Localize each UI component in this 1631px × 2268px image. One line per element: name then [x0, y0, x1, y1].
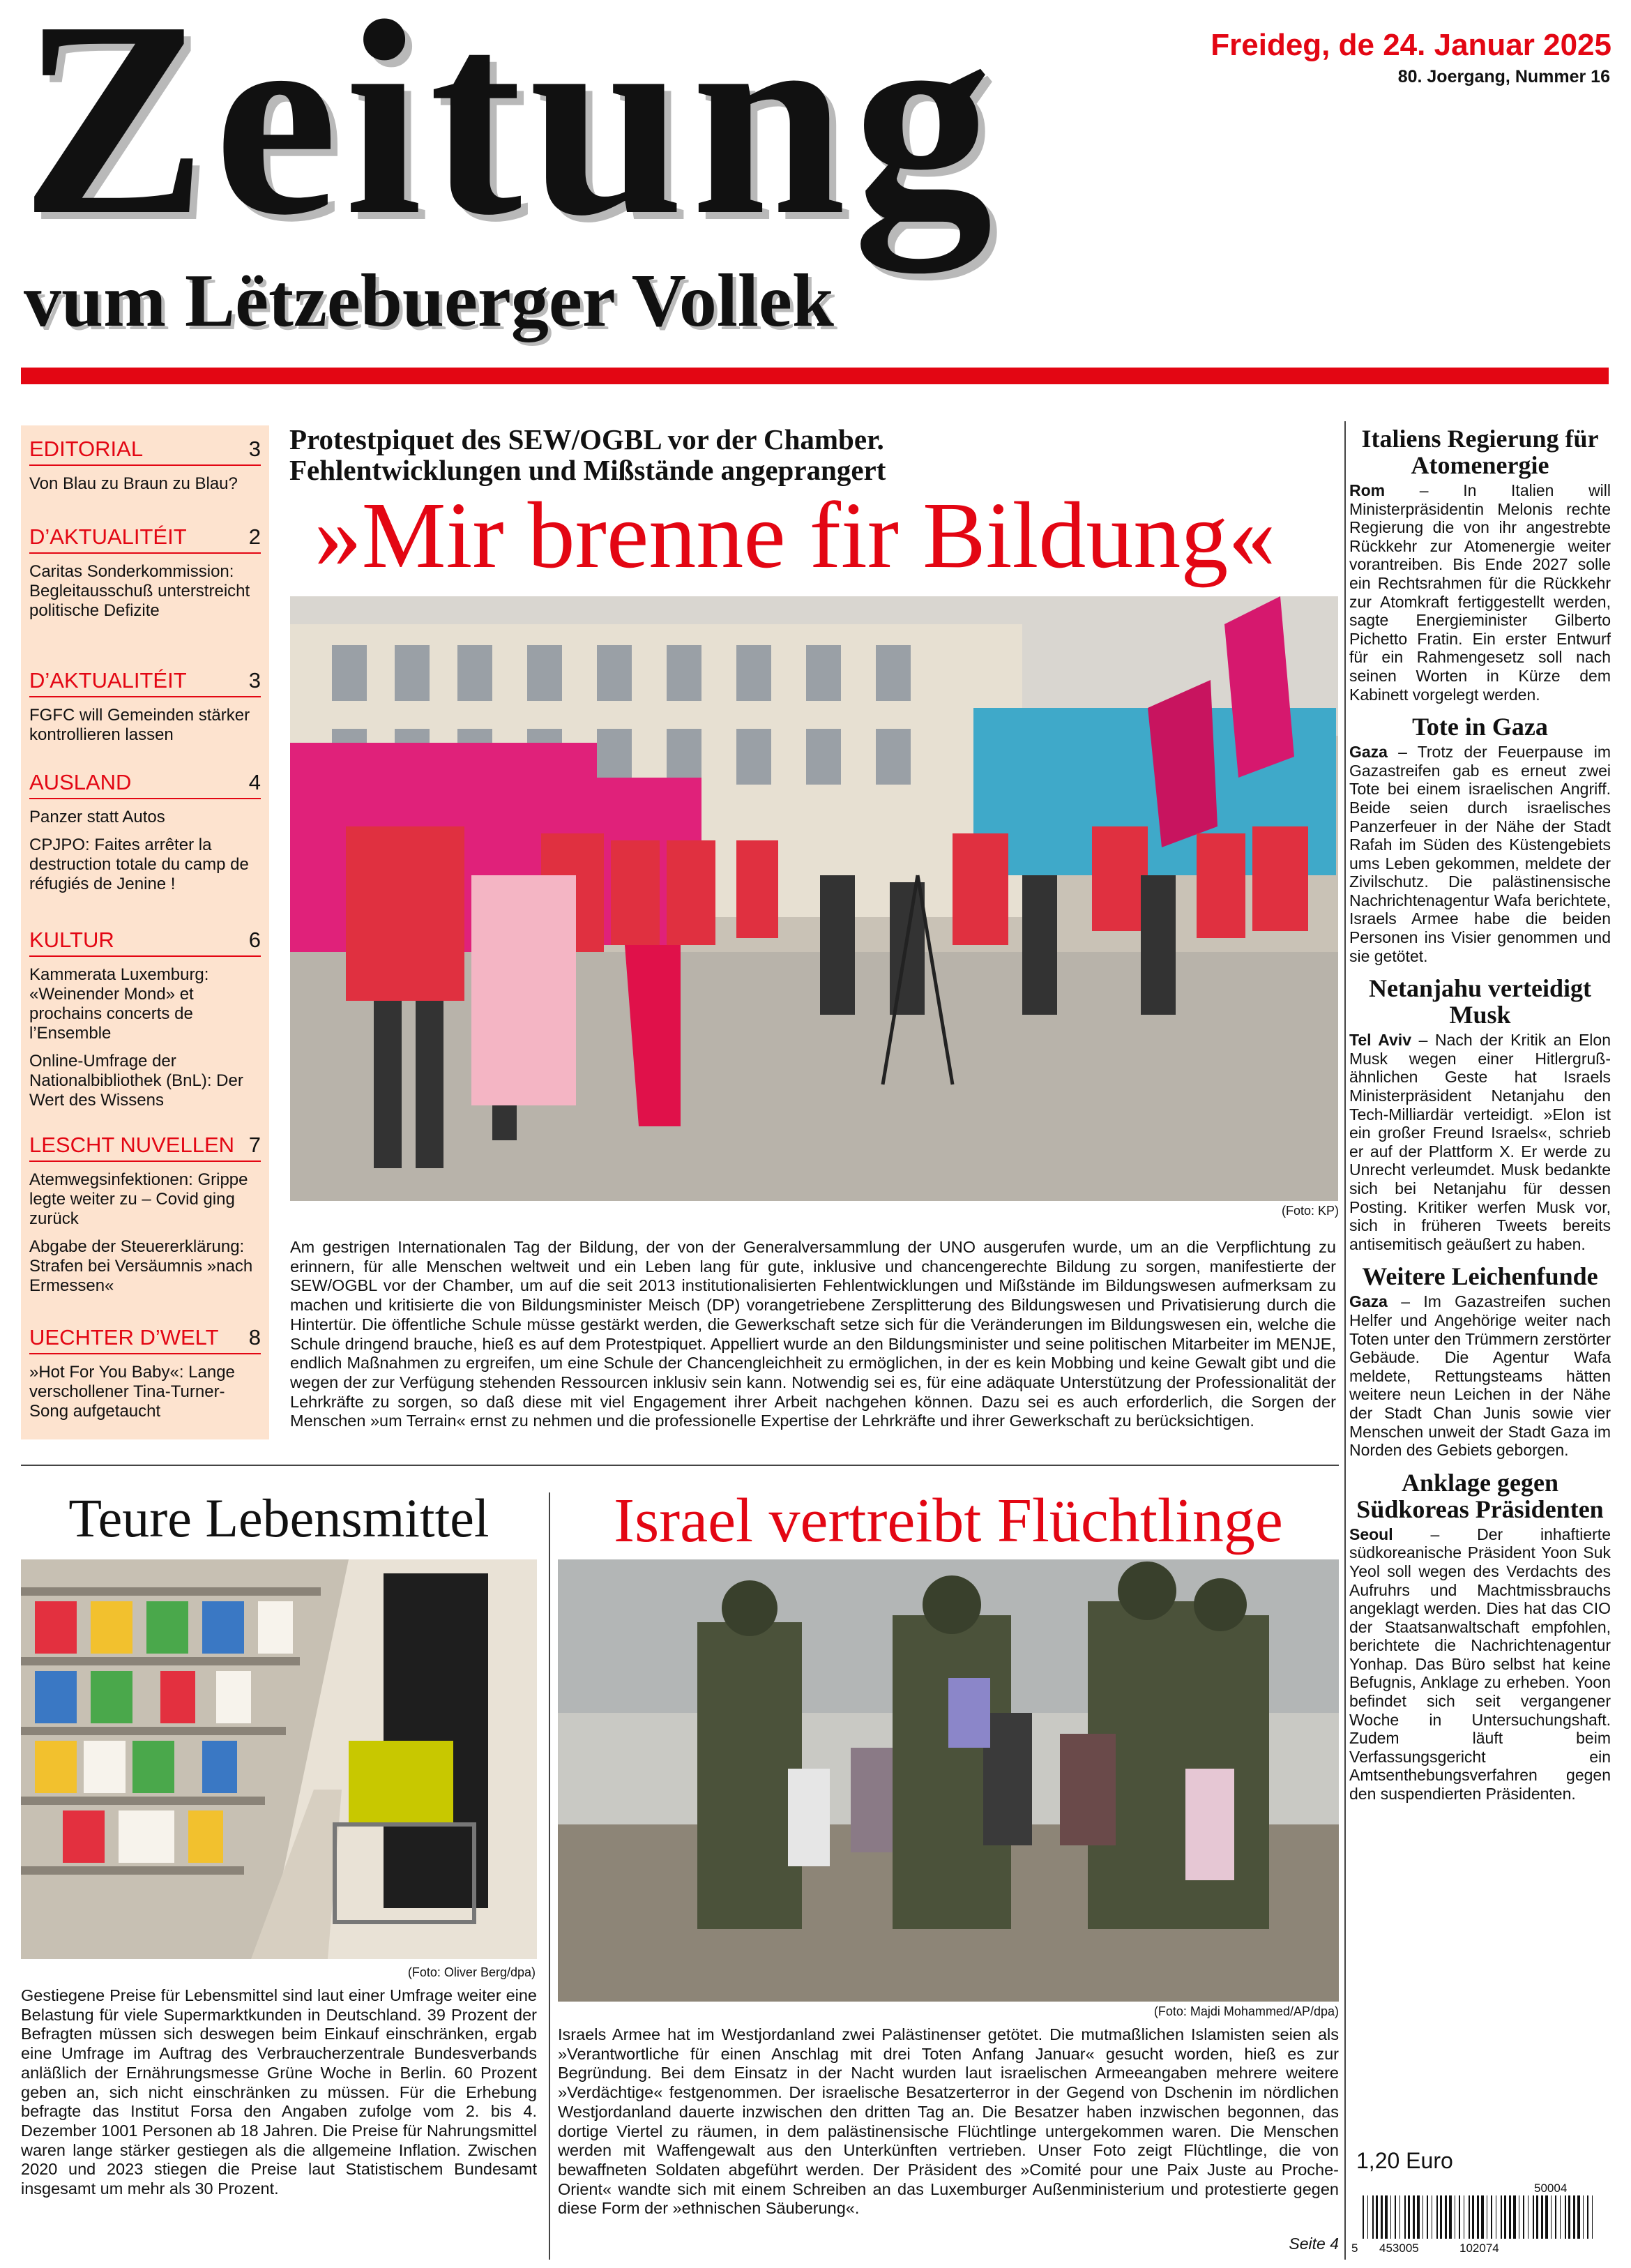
- brief-text: Trotz der Feuerpause im Gazastreifen gab es erneut zwei Tote bei einem israelischen Angriff. Beide seien durch israelisches Panzerfeuer in der Nähe der Stadt Rafah im Süden des Küstengebiets ums Leben gekommen, meldete der Zivilschutz. Die palästinensische Nachrichtenagentur Wafa berichtete, Israels Armee habe die beiden Personen ins Visier genommen und sie getötet.: [1349, 743, 1611, 965]
- toc-section[interactable]: [29, 1133, 261, 1296]
- toc-page-number: 7: [248, 1133, 261, 1157]
- toc-section-title: AUSLAND: [29, 770, 132, 794]
- toc-item[interactable]: Atemwegsinfektionen: Grippe legte weiter zu – Covid ging zurück: [29, 1170, 248, 1228]
- israel-photo-credit: (Foto: Majdi Mohammed/AP/dpa): [1153, 2004, 1339, 2018]
- food-photo[interactable]: [21, 1559, 537, 1959]
- toc-section[interactable]: [29, 1325, 261, 1421]
- protest-photo-illustration: [290, 596, 1338, 1201]
- food-photo-credit: (Foto: Oliver Berg/dpa): [407, 1965, 536, 1979]
- toc-page-number: 3: [248, 668, 261, 693]
- barcode-bar: [1491, 2195, 1492, 2239]
- barcode: [1360, 2195, 1604, 2239]
- barcode-bar: [1504, 2195, 1506, 2239]
- barcode-supplement: 50004: [1534, 2182, 1568, 2195]
- barcode-bar: [1523, 2195, 1524, 2239]
- news-brief[interactable]: Weitere Leichenfunde Gaza – Im Gazastreifen suchen Helfer und Angehörige weiter nach Toten unter den Trümmern zerstörter Gebäude. Die Agentur Wafa meldete, Rettungsteams hätten weitere neun Leichen in der Nähe der Stadt Chan Junis sowie vier Menschen unweit der Stadt Gaza im Norden des Gebiets geborgen.: [1349, 1262, 1611, 1460]
- barcode-bar: [1440, 2195, 1442, 2239]
- masthead-subtitle: vum Lëtzebuerger Vollek: [24, 259, 834, 342]
- toc-item[interactable]: Abgabe der Steuererklärung: Strafen bei Versäumnis »nach Ermessen«: [29, 1237, 253, 1295]
- toc-section[interactable]: [29, 770, 261, 894]
- brief-dateline: Rom: [1349, 481, 1386, 499]
- table-of-contents: [21, 425, 269, 1439]
- barcode-bar: [1469, 2195, 1470, 2239]
- page-reference[interactable]: Seite 4: [1241, 2235, 1339, 2253]
- toc-item[interactable]: FGFC will Gemeinden stärker kontrollieren lassen: [29, 706, 250, 744]
- barcode-bar: [1417, 2195, 1420, 2239]
- barcode-bar: [1592, 2195, 1593, 2239]
- news-briefs-column: [1349, 425, 1611, 1813]
- food-headline[interactable]: Teure Lebensmittel: [68, 1488, 490, 1548]
- barcode-bar: [1413, 2195, 1415, 2239]
- toc-page-number: 3: [248, 437, 261, 461]
- israel-photo[interactable]: [558, 1559, 1339, 2002]
- toc-section[interactable]: [29, 668, 261, 745]
- israel-headline[interactable]: Israel vertreibt Flüchtlinge: [614, 1486, 1283, 1555]
- toc-section-title: LESCHT NUVELLEN: [29, 1133, 235, 1157]
- barcode-bar: [1427, 2195, 1428, 2239]
- brief-headline: Weitere Leichenfunde: [1362, 1262, 1598, 1291]
- toc-page-number: 2: [248, 524, 261, 549]
- toc-section[interactable]: [29, 524, 261, 621]
- brief-dateline: Gaza: [1349, 743, 1388, 762]
- barcode-bar: [1509, 2195, 1511, 2239]
- barcode-bar: [1577, 2195, 1580, 2239]
- news-brief[interactable]: Anklage gegen Südkoreas Präsidenten Seoul – Der inhaftierte südkoreanische Präsident Yoon Suk Yeol soll wegen des Verdachts des Aufruhrs und Machtmissbrauchs angeklagt werden. Dies hat das CIO der Staatsanwaltschaft empfohlen, berichtete die Nachrichtenagentur Yonhap. Das Büro selbst hat keine Befugnis, Anklage zu erheben. Yoon befindet sich seit vergangener Woche in Untersuchungshaft. Zudem läuft beim Verfassungsgericht ein Amtsenthebungsverfahren gegen den suspendierten Präsidenten.: [1349, 1468, 1611, 1804]
- barcode-bar: [1583, 2195, 1584, 2239]
- barcode-bar: [1399, 2195, 1400, 2239]
- brief-dateline: Seoul: [1349, 1525, 1393, 1543]
- brief-headline: Italiens Regierung für Atomenergie: [1361, 425, 1599, 479]
- toc-section-title: D’AKTUALITÉIT: [29, 524, 187, 549]
- toc-item[interactable]: Kammerata Luxemburg: «Weinender Mond» et prochains concerts de l’Ensemble: [29, 965, 209, 1043]
- barcode-bar: [1376, 2195, 1378, 2239]
- barcode-bar: [1363, 2195, 1364, 2239]
- lead-photo-credit: (Foto: KP): [1281, 1204, 1339, 1218]
- barcode-group-2: 102074: [1459, 2241, 1499, 2255]
- brief-dateline: Tel Aviv: [1349, 1031, 1411, 1050]
- barcode-bars: [1360, 2195, 1604, 2239]
- barcode-bar: [1573, 2195, 1575, 2239]
- news-brief[interactable]: Netanjahu verteidigt Musk Tel Aviv – Nach der Kritik an Elon Musk wegen einer Hitlergruß-ähnlichen Geste hat Israels Ministerpräsident Netanjahu den Tech-Milliardär verteidigt. »Elon ist ein großer Freund Israels«, schrieb er auf der Plattform X. Er werde zu Unrecht verleumdet. Musk bedankte sich bei Netanjahu für dessen Posting. Kritiker werfen Musk vor, sich in früheren Tweets bereits antisemitisch geäußert zu haben.: [1349, 974, 1611, 1253]
- brief-headline: Tote in Gaza: [1412, 713, 1548, 741]
- barcode-bar: [1385, 2195, 1388, 2239]
- masthead-rule: [21, 368, 1609, 384]
- barcode-bar: [1445, 2195, 1447, 2239]
- price: 1,20 Euro: [1356, 2148, 1453, 2173]
- toc-section-title: D’AKTUALITÉIT: [29, 668, 187, 693]
- brief-headline: Anklage gegen Südkoreas Präsidenten: [1356, 1468, 1604, 1523]
- barcode-bar: [1533, 2195, 1534, 2239]
- issue-number: 80. Joergang, Nummer 16: [1397, 67, 1610, 86]
- barcode-bar: [1395, 2195, 1396, 2239]
- toc-section-title: UECHTER D’WELT: [29, 1325, 219, 1350]
- toc-item[interactable]: Caritas Sonderkommission: Begleitausschuß unterstreicht politische Defizite: [29, 562, 250, 620]
- barcode-bar: [1587, 2195, 1588, 2239]
- brief-dateline: Gaza: [1349, 1292, 1388, 1311]
- barcode-bar: [1555, 2195, 1556, 2239]
- barcode-bar: [1545, 2195, 1548, 2239]
- barcode-bar: [1560, 2195, 1561, 2239]
- toc-page-number: 8: [248, 1325, 261, 1350]
- lead-kicker: Protestpiquet des SEW/OGBL vor der Chamber.: [289, 423, 884, 455]
- barcode-lead-digit: 5: [1351, 2241, 1358, 2255]
- toc-page-number: 4: [248, 770, 261, 794]
- barcode-group-1: 453005: [1379, 2241, 1419, 2255]
- barcode-bar: [1551, 2195, 1552, 2239]
- barcode-bar: [1501, 2195, 1502, 2239]
- barcode-bar: [1372, 2195, 1374, 2239]
- toc-section-title: EDITORIAL: [29, 437, 144, 461]
- barcode-bar: [1404, 2195, 1406, 2239]
- barcode-bar: [1513, 2195, 1516, 2239]
- barcode-bar: [1459, 2195, 1460, 2239]
- toc-item[interactable]: CPJPO: Faites arrêter la destruction totale du camp de réfugiés de Jenine !: [29, 836, 249, 893]
- barcode-bar: [1481, 2195, 1484, 2239]
- barcode-bar: [1408, 2195, 1410, 2239]
- toc-section[interactable]: [29, 928, 261, 1110]
- toc-page-number: 6: [248, 928, 261, 952]
- toc-section[interactable]: [29, 437, 261, 494]
- toc-item[interactable]: Von Blau zu Braun zu Blau?: [29, 474, 238, 493]
- brief-text: Der inhaftierte südkoreanische Präsident Yoon Suk Yeol soll wegen des Verdachts des Aufruhrs und Machtmissbrauchs angeklagt werden. Dies hat das CIO der Staatsanwaltschaft empfohlen, berichtete die Nachrichtenagentur Yonhap. Das Büro selbst hat keine Befugnis, Anklage zu erheben. Yoon befindet sich seit vergangener Woche in Untersuchungshaft. Zudem läuft beim Verfassungsgericht ein Amtsenthebungsverfahren gegen den suspendierten Präsidenten.: [1349, 1525, 1611, 1804]
- lead-body: Am gestrigen Internationalen Tag der Bildung, der von der Generalversammlung der UNO ausgerufen wurde, um an die Verpflichtung zu erinnern, für alle Menschen weltweit und ein Leben lang für gute, inklusive und chancengerechte Bildung zu sorgen, manifestierte der SEW/OGBL vor der Chamber, um auf die seit 2013 institutionalisierten Fehlentwicklungen und Mißstände im Bildungswesen aufmerksam zu machen und kritisierte die von Bildungsminister Meisch (DP) vorangetriebene Zersplitterung des Bildungswesen und Privatisierung durch die Hintertür. Die öffentliche Schule müsse gestärkt werden, die Gewerkschaft setze sich für die Veränderungen im Bildungswesen ein, welche die Schule dringend brauche, hieß es auf dem Protestpiquet. Appelliert wurde an den Bildungsminister und seine politischen Mitarbeiter im MENJE, endlich Maßnahmen zu ergreifen, um eine Schule der Chancengleichheit zu ermöglichen, in der es kein Mobbing und keine Gewalt gibt und die wegen der zur Verfügung stehenden Ressourcen inklusiv sein kann. Notwendig sei es, für eine adäquate Unterstützung der Professionalität der Lehrkräfte zu sorgen, so daß diese mit viel Engagement ihrer Arbeit nachgehen können. Dazu sei es auch erforderlich, die Sorgen der Menschen »um Terrain« ernst zu nehmen und die professionelle Expertise der Lehrkräfte und ihrer Gewerkschaft zu berücksichtigen.: [290, 1238, 1336, 1430]
- issue-date: Freideg, de 24. Januar 2025: [1211, 28, 1611, 62]
- lead-photo[interactable]: [290, 596, 1338, 1201]
- brief-headline: Netanjahu verteidigt Musk: [1369, 974, 1591, 1029]
- barcode-bar: [1565, 2195, 1566, 2239]
- toc-section-title: KULTUR: [29, 928, 114, 952]
- section-divider: [21, 1465, 1339, 1466]
- barcode-bar: [1367, 2195, 1368, 2239]
- lead-kicker: Fehlentwicklungen und Mißstände angeprangert: [289, 454, 886, 486]
- masthead-title: Zeitung: [21, 0, 1000, 273]
- barcode-bar: [1568, 2195, 1570, 2239]
- lead-headline[interactable]: »Mir brenne fir Bildung«: [314, 483, 1276, 588]
- toc-item[interactable]: Panzer statt Autos: [29, 808, 165, 826]
- news-brief[interactable]: Tote in Gaza Gaza – Trotz der Feuerpause im Gazastreifen gab es erneut zwei Tote bei einem israelischen Angriff. Beide seien durch israelisches Panzerfeuer in der Nähe der Stadt Rafah im Süden des Küstengebiets ums Leben gekommen, meldete der Zivilschutz. Die palästinensische Nachrichtenagentur Wafa berichtete, Israels Armee habe die beiden Personen ins Visier genommen und sie getötet.: [1349, 713, 1611, 965]
- barcode-bar: [1472, 2195, 1474, 2239]
- toc-item[interactable]: Online-Umfrage der Nationalbibliothek (BnL): Der Wert des Wissens: [29, 1052, 243, 1110]
- column-divider: [549, 1492, 550, 2260]
- brief-text: Nach der Kritik an Elon Musk wegen einer Hitlergruß-ähnlichen Geste hat Israels Ministerpräsident Netanjahu den Tech-Milliardär verteidigt. »Elon ist ein großer Freund Israels«, schrieb er auf der Plattform X. Er werde zu Unrecht verleumdet. Musk bedankte sich bei Netanjahu für dessen Posting. Kritiker werfen Musk vor, sich in früheren Tweets bereits antisemitisch geäußert zu haben.: [1349, 1031, 1611, 1253]
- barcode-bar: [1436, 2195, 1438, 2239]
- barcode-bar: [1390, 2195, 1391, 2239]
- food-body: Gestiegene Preise für Lebensmittel sind laut einer Umfrage weiter eine Belastung für viele Supermarktkunden in Deutschland. 39 Prozent der Befragten müssen sich deswegen beim Einkauf einschränken, ergab eine Umfrage im Auftrag des Verbraucherzentrale Bundesverbands anläßlich der Ernährungsmesse Grüne Woche in Berlin. 60 Prozent geben an, sich nicht einschränken zu müssen. Für die Erhebung befragte das Institut Forsa den Angaben zufolge vom 2. bis 4. Dezember 1001 Personen ab 18 Jahren. Die Preise für Nahrungsmittel waren lange stärker gestiegen als die allgemeine Inflation. Zwischen 2020 und 2023 stiegen die Preise laut Statistischem Bundesamt insgesamt um mehr als 30 Prozent.: [21, 1986, 537, 2198]
- barcode-bar: [1536, 2195, 1538, 2239]
- toc-item[interactable]: »Hot For You Baby«: Lange verschollener Tina-Turner-Song aufgetaucht: [29, 1363, 235, 1421]
- news-brief[interactable]: Italiens Regierung für Atomenergie Rom – In Italien will Ministerpräsidentin Melonis rechte Regierung die von ihr angestrebte Rückkehr zur Atomenergie weiter vorantreiben. Bis Ende 2027 solle ein Rechtsrahmen für die Rückkehr zur Atomkraft fertiggestellt werden, sagte Energieminister Gilberto Pichetto Fratin. Ein erster Entwurf für ein Rahmengesetz soll nach seinen Worten in Kürze dem Kabinett vorgelegt werden.: [1349, 425, 1611, 704]
- brief-text: Im Gazastreifen suchen Helfer und Angehörige weiter nach Toten unter den Trümmern zerstörter Gebäude. Die Agentur Wafa meldete, Rettungsteams hätten weitere neun Leichen in der Nähe der Stadt Chan Junis sowie vier Menschen unweit der Stadt Gaza im Norden des Gebiets geborgen.: [1349, 1292, 1611, 1460]
- israel-body: Israels Armee hat im Westjordanland zwei Palästinenser getötet. Die mutmaßlichen Islamisten seien als »Verantwortliche für einen Anschlag mit drei Toten Anfang Januar« gesucht worden, hieß es zur Begründung. Bei dem Einsatz in der Nacht wurden laut israelischen Armeeangaben mehrere weitere »Verdächtige« festgenommen. Der israelische Besatzerterror in der Gegend von Dschenin im nördlichen Westjordanland dauerte inzwischen den dritten Tag an. Die Besatzer haben inzwischen begonnen, das dortige Viertel zu räumen, in dem palästinensische Flüchtlinge untergekommen waren. Die Menschen werden mit Waffengewalt aus den Unterkünften vertrieben. Unser Foto zeigt Flüchtlinge, die von bewaffneten Soldaten abgeführt werden. Der Präsident des »Comité pour une Paix Juste au Proche-Orient« wandte sich mit einem Schreiben an das Luxemburger Außenministerium und protestierte gegen diese Form der »ethnischen Säuberung«.: [558, 2025, 1339, 2218]
- soldiers-photo-illustration: [558, 1559, 1339, 2002]
- supermarket-photo-illustration: [21, 1559, 537, 1959]
- brief-text: In Italien will Ministerpräsidentin Melonis rechte Regierung die von ihr angestrebte Rückkehr zur Atomenergie weiter vorantreiben. Bis Ende 2027 solle ein Rechtsrahmen für die Rückkehr zur Atomkraft fertiggestellt werden, sagte Energieminister Gilberto Pichetto Fratin. Ein erster Entwurf für ein Rahmengesetz soll nach seinen Worten in Kürze dem Kabinett vorgelegt werden.: [1349, 481, 1611, 704]
- barcode-bar: [1449, 2195, 1452, 2239]
- column-divider: [1344, 421, 1346, 2260]
- barcode-bar: [1477, 2195, 1479, 2239]
- barcode-bar: [1381, 2195, 1383, 2239]
- barcode-bar: [1541, 2195, 1543, 2239]
